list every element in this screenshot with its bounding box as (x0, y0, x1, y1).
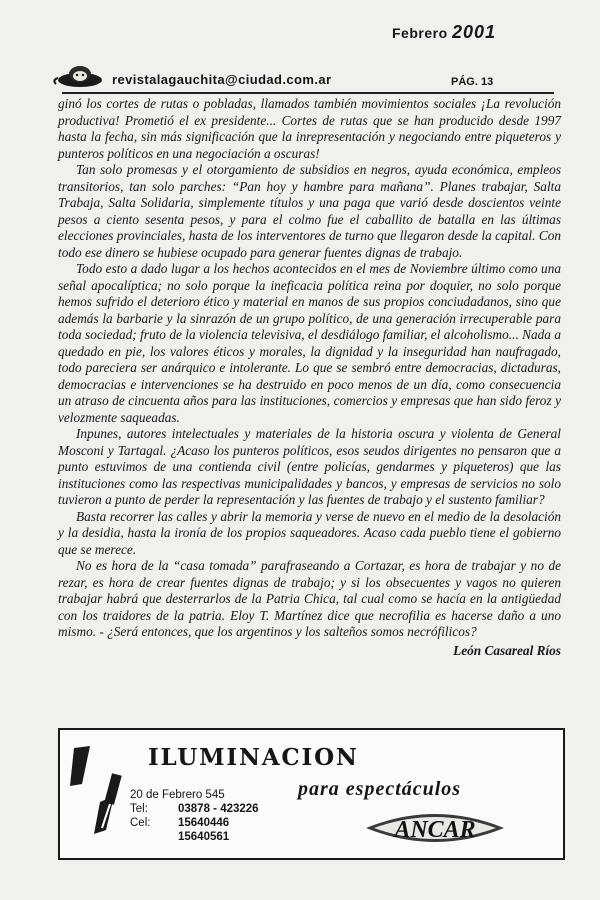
issue-month: Febrero (392, 25, 448, 41)
ad-brand: ANCAR (394, 817, 476, 843)
magazine-email: revistalagauchita@ciudad.com.ar (112, 72, 332, 87)
article-paragraph: Tan solo promesas y el otorgamiento de subsidios en negros, ayuda económica, empleos transitorios, tan solo parches: “Pan hoy y hambre para mañana”. Planes trabajar, Salta Trabaja, Salta Solidaria, simplemente títulos y una paga que varió desde doscientos veinte pesos a ciento sesenta pesos, y para el colmo fue el caballito de batalla en las últimas elecciones provinciales, hasta de los interventores de turno que llegaron desde la capital. Con todo ese dinero se hubiese ocupado para generar fuentes dignas de trabajo. (58, 162, 561, 260)
gauchita-logo-icon (50, 60, 110, 90)
article-paragraph: Inpunes, autores intelectuales y materiales de la historia oscura y violenta de General Mosconi y Tartagal. ¿Acaso los punteros políticos, esos seudos dirigentes no pensaron que a punto estuvimos de una contienda civil (entre policías, gendarmes y piqueteros) que las instituciones como las respectivas municipalidades y bancos, y empresas de servicios no solo tuvieron a punto de perder la representación y las fuentes de trabajo y el sustento familiar? (58, 426, 561, 507)
ad-address: 20 de Febrero 545 (130, 789, 225, 801)
article-paragraph: Todo esto a dado lugar a los hechos acontecidos en el mes de Noviembre último como una señal apocalíptica; no solo porque la ineficacia política reina por doquier, no solo porque hemos sufrido el deterioro ético y material en manos de sus propios conciudadanos, sino que además la barbarie y la sinrazón de un grupo político, de una generación irrecuperable para toda sociedad; fruto de la violencia televisiva, el desdiálogo familiar, el alcoholismo... Nada a quedado en pie, los valores éticos y morales, la dignidad y la inseguridad han naufragado, todo pareciera ser anárquico e intolerante. Lo que se sembró entre democracias, dictaduras, democracias e intervenciones se ha destruido en poco menos de un día, como consecuencia un atraso de cincuenta años para las instituciones, comercios y empresas que han sido feroz y velozmente saqueadas. (58, 261, 561, 425)
ad-cel-2: 15640561 (178, 831, 230, 843)
article-body (58, 96, 561, 659)
ad-subtitle: para espectáculos (298, 778, 462, 800)
issue-date (392, 22, 496, 43)
issue-year: 2001 (452, 22, 497, 42)
lighting-advertisement (58, 728, 565, 860)
article-paragraph: ginó los cortes de rutas o pobladas, llamados también movimientos sociales ¡La revolución productiva! Prometió el ex presidente... Cortes de rutas que se han producido desde 1997 hasta la fecha, sin más significación que la inrepresentación y negociando entre piqueteros y punteros políticos en una negociación a oscuras! (58, 96, 561, 161)
ad-cel-label: Cel: (130, 817, 151, 829)
article-paragraph: Basta recorrer las calles y abrir la memoria y verse de nuevo en el medio de la desolación y la desidia, hasta la ironía de los propios saqueadores. Acaso cada pueblo tiene el gobierno que se merece. (58, 508, 561, 557)
article-paragraph: No es hora de la “casa tomada” parafraseando a Cortazar, es hora de trabajar y no de rezar, es hora de crear fuentes dignas de trabajo; y si los obsecuentes y vagos no quieren trabajar habrá que desterrarlos de la Patria Chica, tal cual como se hacía en la antigüedad con los traidores de la patria. Eloy T. Martínez dice que necrofilia es hacerse daño a uno mismo. - ¿Será entonces, que los argentinos y los salteños somos necrófilicos? (58, 558, 561, 639)
article-author: León Casareal Ríos (453, 642, 561, 658)
ad-tel: 03878 - 423226 (178, 803, 259, 815)
ad-cel-1: 15640446 (178, 817, 230, 829)
ad-contact-block (130, 788, 259, 844)
spotlight-icon (70, 744, 136, 834)
ad-tel-label: Tel: (130, 803, 148, 815)
ad-title: ILUMINACION (148, 744, 359, 771)
ancar-logo (360, 806, 510, 850)
header-divider (62, 92, 554, 94)
page-number: PÁG. 13 (451, 76, 494, 88)
